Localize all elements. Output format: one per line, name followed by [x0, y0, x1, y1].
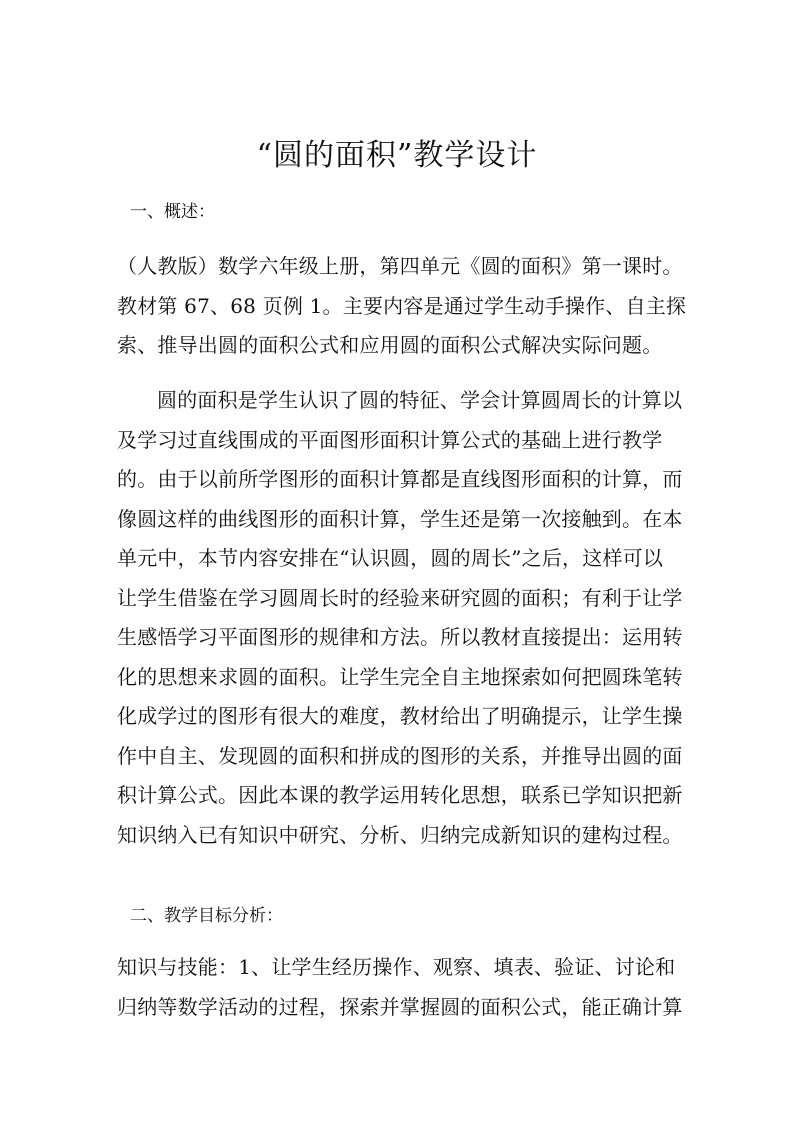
- overview-analysis-paragraph: [117, 381, 683, 855]
- text-line: 单元中，本节内容安排在“认识圆，圆的周长”之后，这样可以: [117, 546, 664, 570]
- document-title: “圆的面积”教学设计: [256, 138, 538, 173]
- section-heading-objectives: 二、教学目标分析：: [130, 906, 283, 926]
- text-line: 生感悟学习平面图形的规律和方法。所以教材直接提出：运用转: [117, 625, 683, 649]
- text-line: 作中自主、发现圆的面积和拼成的图形的关系，并推导出圆的面: [117, 743, 683, 768]
- text-line: 像圆这样的曲线图形的面积计算，学生还是第一次接触到。在本: [117, 506, 683, 531]
- text-line: （人教版）数学六年级上册，第四单元《圆的面积》第一课时。: [117, 254, 683, 278]
- text-line: 归纳等数学活动的过程，探索并掌握圆的面积公式，能正确计算: [117, 994, 683, 1019]
- text-line: 圆的面积是学生认识了圆的特征、学会计算圆周长的计算以: [157, 388, 683, 412]
- text-line: 及学习过直线围成的平面图形面积计算公式的基础上进行教学: [117, 427, 663, 452]
- objectives-knowledge-paragraph: [117, 948, 683, 1027]
- text-line: 的。由于以前所学图形的面积计算都是直线图形面积的计算，而: [117, 467, 683, 491]
- text-line: 化成学过的图形有很大的难度，教材给出了明确提示，让学生操: [117, 704, 683, 728]
- text-line: 知识纳入已有知识中研究、分析、归纳完成新知识的建构过程。: [117, 822, 683, 847]
- text-line: 教材第 67、68 页例 1。主要内容是通过学生动手操作、自主探: [117, 293, 687, 318]
- section-heading-overview: 一、概述：: [130, 202, 215, 222]
- overview-intro-paragraph: [117, 247, 687, 366]
- text-line: 化的思想来求圆的面积。让学生完全自主地探索如何把圆珠笔转: [117, 664, 683, 689]
- text-line: 积计算公式。因此本课的教学运用转化思想，联系已学知识把新: [117, 783, 683, 807]
- text-line: 让学生借鉴在学习圆周长时的经验来研究圆的面积；有利于让学: [117, 585, 683, 610]
- text-line: 知识与技能：1、让学生经历操作、观察、填表、验证、讨论和: [117, 955, 676, 979]
- text-line: 索、推导出圆的面积公式和应用圆的面积公式解决实际问题。: [117, 333, 663, 357]
